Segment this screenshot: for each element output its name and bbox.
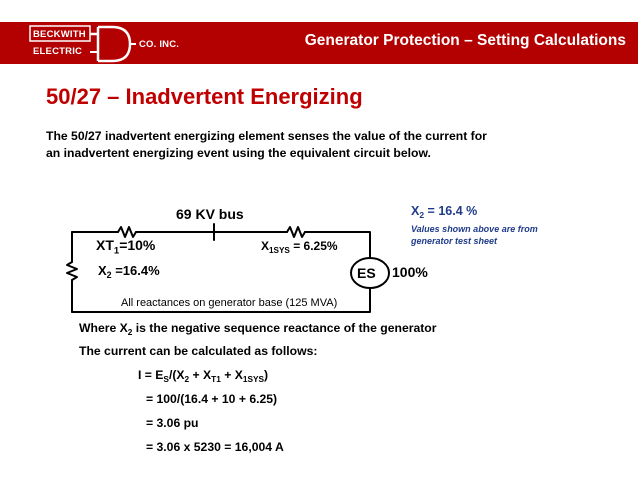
formula-step-2: = 3.06 pu bbox=[146, 416, 199, 430]
intro-line-2: an inadvertent energizing event using the equivalent circuit below. bbox=[46, 146, 431, 160]
current-line: The current can be calculated as follows: bbox=[79, 344, 318, 358]
note-x2-number: = 16.4 % bbox=[424, 204, 478, 218]
x1sys-resistor bbox=[287, 227, 305, 237]
where-suffix: is the negative sequence reactance of the generator bbox=[132, 321, 437, 335]
header-title: Generator Protection – Setting Calculations bbox=[304, 32, 626, 49]
x1sys-label bbox=[261, 239, 338, 253]
xt1-label bbox=[96, 237, 156, 257]
formula-s1: S bbox=[163, 373, 169, 384]
x2-circuit-label-value: =16.4% bbox=[111, 263, 160, 278]
x2-resistor bbox=[67, 262, 77, 280]
xt1-label-sub: 1 bbox=[113, 245, 120, 257]
formula-p3: + X bbox=[189, 368, 212, 382]
formula-s2: 2 bbox=[184, 373, 190, 384]
formula-step-1: = 100/(16.4 + 10 + 6.25) bbox=[146, 392, 278, 406]
base-caption: All reactances on generator base (125 MVA) bbox=[121, 297, 338, 309]
formula-p1: I = E bbox=[138, 368, 164, 382]
x2-circuit-label bbox=[98, 263, 160, 281]
note-line-1: Values shown above are from bbox=[411, 224, 538, 234]
xt1-label-value: =10% bbox=[119, 237, 156, 253]
es-source-value: 100% bbox=[392, 264, 428, 280]
formula-s4: 1SYS bbox=[242, 373, 265, 384]
formula-main bbox=[138, 368, 268, 382]
xt1-label-x: XT bbox=[96, 237, 114, 253]
x2-circuit-label-x: X bbox=[98, 263, 107, 278]
note-x2-x: X bbox=[411, 204, 420, 218]
note-line-2: generator test sheet bbox=[411, 236, 498, 246]
bus-label: 69 KV bus bbox=[176, 206, 244, 222]
formula-p4: + X bbox=[220, 368, 243, 382]
where-sub: 2 bbox=[127, 326, 133, 337]
slide-title: 50/27 – Inadvertent Energizing bbox=[46, 84, 363, 109]
where-prefix: Where X bbox=[79, 321, 128, 335]
logo-text-beckwith: BECKWITH bbox=[33, 29, 86, 40]
x1sys-label-x: X bbox=[261, 239, 270, 253]
logo-text-electric: ELECTRIC bbox=[33, 46, 83, 57]
x2-circuit-label-sub: 2 bbox=[106, 270, 112, 281]
xt1-resistor bbox=[118, 227, 136, 237]
note-x2-value bbox=[411, 204, 477, 218]
formula-p5: ) bbox=[264, 368, 269, 382]
intro-paragraph bbox=[46, 128, 606, 162]
formula-step-3: = 3.06 x 5230 = 16,004 A bbox=[146, 440, 284, 454]
note-x2-sub: 2 bbox=[419, 209, 425, 220]
logo-text-co-inc: CO. INC. bbox=[139, 39, 180, 50]
intro-line-1: The 50/27 inadvertent energizing element senses the value of the current for bbox=[46, 129, 487, 143]
x1sys-label-sub: 1SYS bbox=[269, 245, 290, 255]
formula-s3: T1 bbox=[211, 373, 221, 384]
where-line bbox=[79, 321, 437, 335]
x1sys-label-value: = 6.25% bbox=[289, 239, 338, 253]
formula-p2: /(X bbox=[168, 368, 185, 382]
es-source-label: ES bbox=[357, 265, 376, 281]
